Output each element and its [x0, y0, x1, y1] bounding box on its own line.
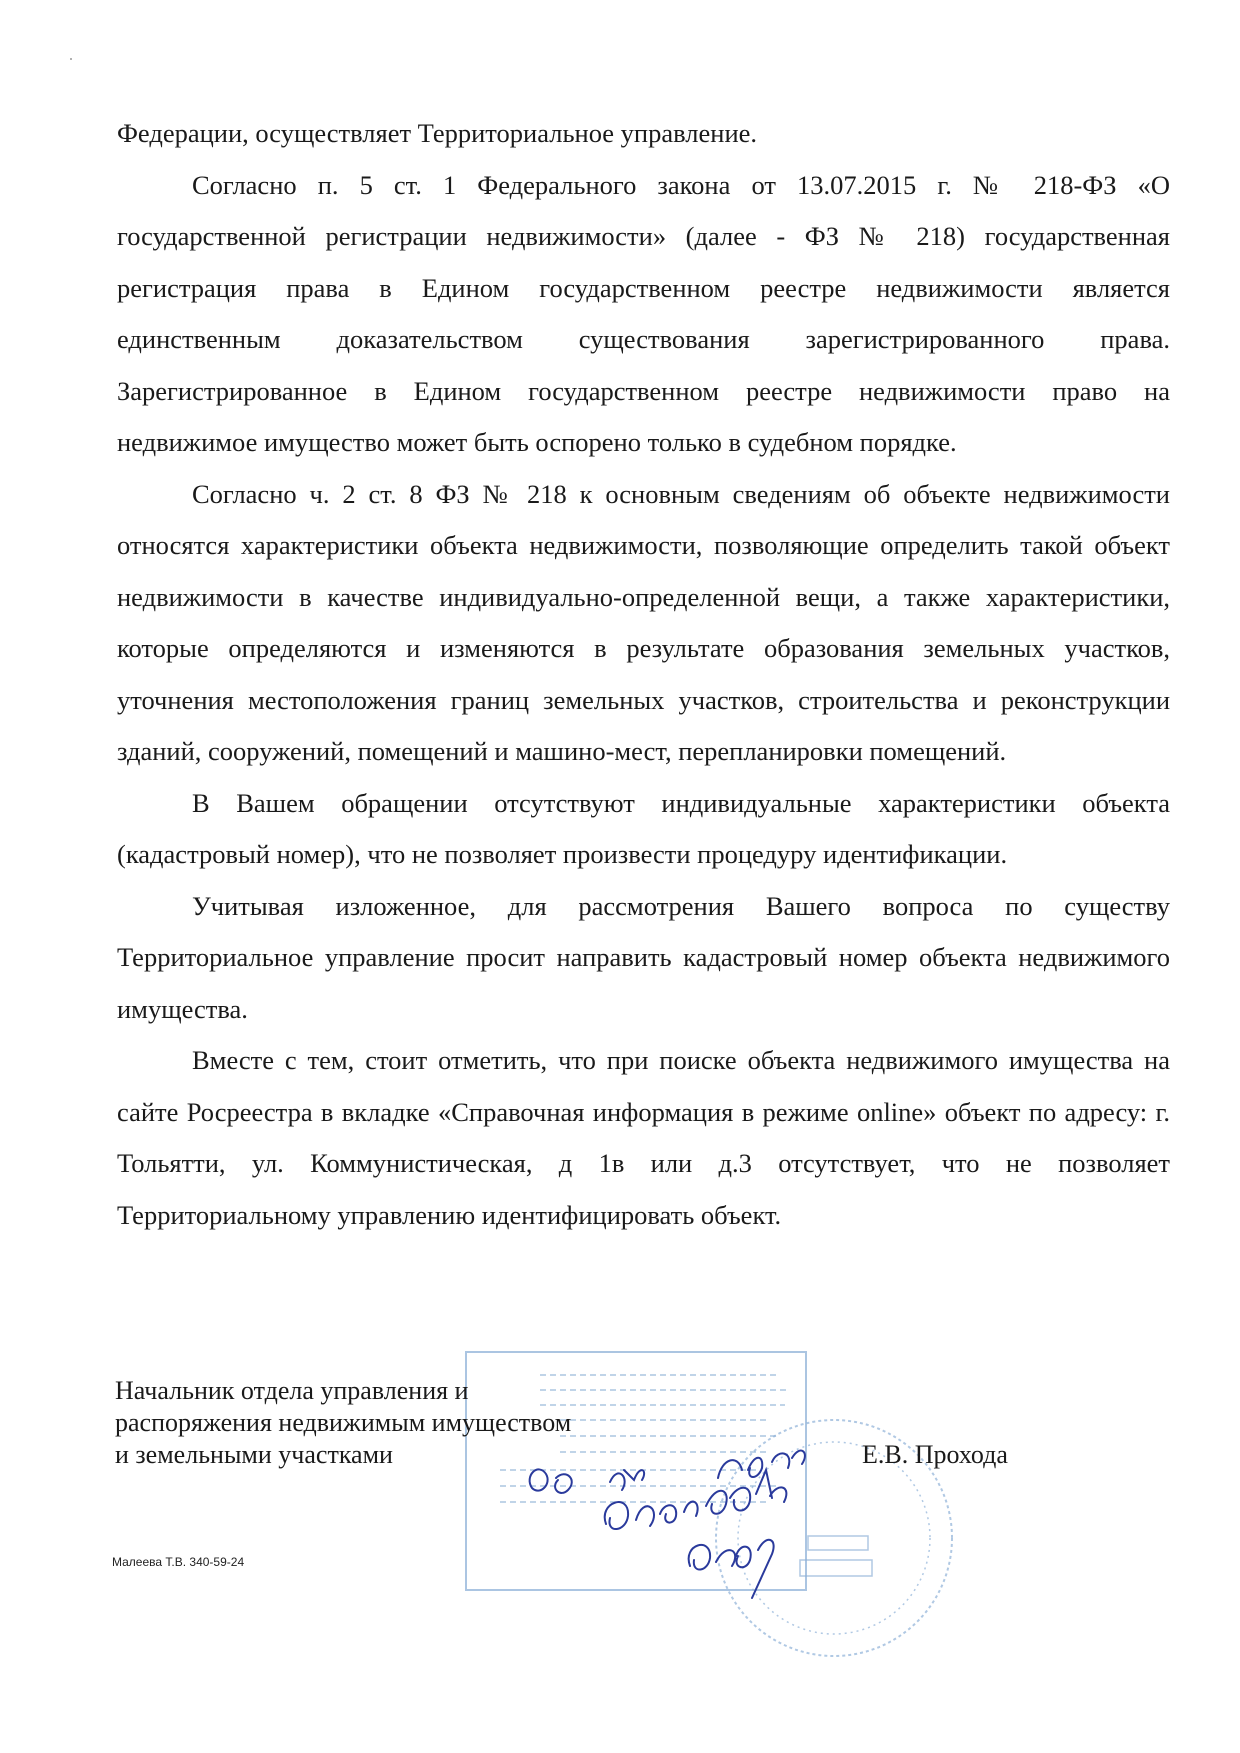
position-line: и земельными участками [115, 1440, 393, 1469]
position-line: распоряжения недвижимым имуществом [115, 1408, 572, 1437]
paragraph-registration: Согласно п. 5 ст. 1 Федерального закона от 13.07.2015 г. № 218-ФЗ «О государственной регистрации недвижимости» (далее - ФЗ № 218) государственная регистрация права в Едином государственном реестре недвижимости является единственным доказательством существования зарегистрированного права. Зарегистрированное в Едином государственном реестре недвижимости право на недвижимое имущество может быть оспорено только в судебном порядке. [117, 169, 1170, 457]
paragraph-missing-cadastral: В Вашем обращении отсутствуют индивидуальные характеристики объекта (кадастровый номер), что не позволяет произвести процедуру идентификации. [117, 787, 1170, 869]
paragraph-characteristics: Согласно ч. 2 ст. 8 ФЗ № 218 к основным сведениям об объекте недвижимости относятся характеристики объекта недвижимости, позволяющие определить такой объект недвижимости в качестве индивидуально-определенной вещи, а также характеристики, которые определяются и изменяются в результате образования земельных участков, уточнения местоположения границ земельных участков, строительства и реконструкции зданий, сооружений, помещений и машино-мест, перепланировки помещений. [117, 478, 1170, 766]
paragraph-request: Учитывая изложенное, для рассмотрения Вашего вопроса по существу Территориальное управление просит направить кадастровый номер объекта недвижимого имущества. [117, 890, 1170, 1024]
handwritten-note [530, 1451, 805, 1598]
scan-speck [70, 58, 72, 60]
letter-body [117, 108, 1170, 1241]
signatory-position [115, 1375, 571, 1471]
executor-contact: Малеева Т.В. 340-59-24 [112, 1555, 245, 1569]
paragraph-rosreestr-search: Вместе с тем, стоит отметить, что при поиске объекта недвижимого имущества на сайте Росреестра в вкладке «Справочная информация в режиме online» объект по адресу: г. Тольятти, ул. Коммунистическая, д 1в или д.3 отсутствует, что не позволяет Территориальному управлению идентифицировать объект. [117, 1045, 1170, 1230]
signatory-name: Е.В. Прохода [862, 1440, 1008, 1469]
paragraph-continuation: Федерации, осуществляет Территориальное управление. [117, 118, 758, 148]
position-line: Начальник отдела управления и [115, 1376, 469, 1405]
